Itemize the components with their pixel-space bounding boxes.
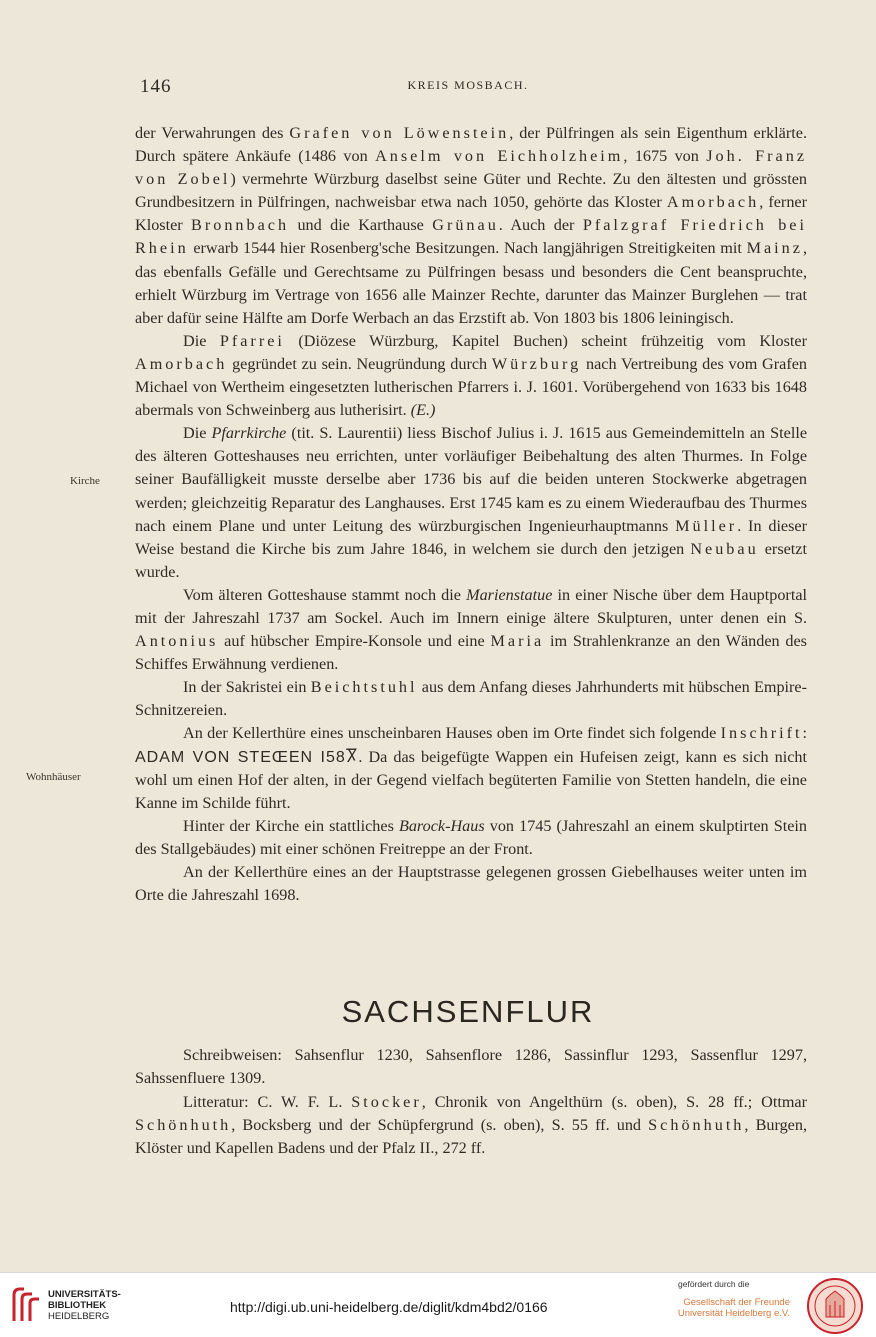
section-text — [135, 1044, 807, 1160]
paragraph-giebelhaus: An der Kellerthüre eines an der Hauptstrasse gelegenen grossen Giebelhauses weiter unten im Orte die Jahreszahl 1698. — [135, 863, 807, 905]
paragraph-barock-haus: Hinter der Kirche ein stattliches Barock-Haus von 1745 (Jahreszahl an einem skulptirten Stein des Stallgebäudes) mit einer schönen Freitreppe an der Front. — [135, 816, 807, 858]
paragraph-marienstatue: Vom älteren Gotteshause stammt noch die Marienstatue in einer Nische über dem Hauptportal mit der Jahreszahl 1737 am Sockel. Auch im Innern einige ältere Skulpturen, unter denen ein S. Antonius auf hübscher Empire-Konsole und eine Maria im Strahlenkranze an den Wänden des Schiffes Erwähnung verdienen. — [135, 585, 808, 674]
footer-bar — [0, 1272, 876, 1337]
paragraph-pfarrei: Die Pfarrei (Diözese Würzburg, Kapitel Buchen) scheint frühzeitig vom Kloster Amorbach gegründet zu sein. Neugründung durch Würzburg nach Vertreibung des vom Grafen Michael von Wertheim eingesetzten lutherischen Pfarrers i. J. 1601. Vorübergehend von 1633 bis 1648 abermals von Schweinberg aus lutherisirt. (E.) — [135, 331, 807, 420]
paragraph-litteratur: Litteratur: C. W. F. L. Stocker, Chronik von Angelthürn (s. oben), S. 28 ff.; Ottmar Schönhuth, Bocksberg und der Schüpfergrund (s. oben), S. 55 ff. und Schönhuth, Burgen, Klöster und Kapellen Badens und der Pfalz II., 272 ff. — [135, 1092, 807, 1158]
funded-by-label: gefördert durch die — [678, 1279, 750, 1289]
page-number: 146 — [140, 76, 172, 97]
university-library-logo-icon[interactable] — [8, 1285, 42, 1325]
permalink-url[interactable]: http://digi.ub.uni-heidelberg.de/diglit/kdm4bd2/0166 — [230, 1299, 548, 1315]
running-head: KREIS MOSBACH. — [407, 78, 529, 92]
paragraph-schreibweisen: Schreibweisen: Sahsenflur 1230, Sahsenflore 1286, Sassinflur 1293, Sassenflur 1297, Sahssenfluere 1309. — [135, 1046, 807, 1088]
paragraph-history: der Verwahrungen des Grafen von Löwenstein, der Pülfringen als sein Eigenthum erklärte. Durch spätere Ankäufe (1486 von Anselm von Eichholzheim, 1675 von Joh. Franz von Zobel) vermehrte Würzburg daselbst seine Güter und Rechte. Zu den ältesten und grössten Grundbesitzern in Pülfringen, nachweisbar etwa nach 1050, gehörte das Kloster Amorbach, ferner Kloster Bronnbach und die Karthause Grünau. Auch der Pfalzgraf Friedrich bei Rhein erwarb 1544 hier Rosenberg'sche Besitzungen. Nach langjährigen Streitigkeiten mit Mainz, das ebenfalls Gefälle und Gerechtsame zu Pülfringen besass und besonders die Cent beanspruchte, erhielt Würzburg im Vertrage von 1656 alle Mainzer Rechte, darunter das Mainzer Burglehen — trat aber dafür seine Hälfte am Dorfe Werbach an das Erzstift ab. Von 1803 bis 1806 leiningisch. — [135, 124, 808, 327]
university-seal-icon — [806, 1277, 864, 1335]
body-text — [135, 122, 807, 907]
paragraph-inschrift: An der Kellerthüre eines unscheinbaren Hauses oben im Orte findet sich folgende Inschrift: ADAM VON STEŒEN I58Ⴟ. Da das beigefügte Wappen ein Hufeisen zeigt, kann es sich nicht wohl um einen Hof der alten, in der Gegend vielfach begüterten Familie von Stetten handeln, die eine Kanne im Schilde führt. — [135, 724, 807, 812]
margin-note-wohnhaeuser: Wohnhäuser — [26, 771, 81, 783]
friends-society-name[interactable]: Gesellschaft der Freunde Universität Heidelberg e.V. — [677, 1297, 790, 1319]
paragraph-pfarrkirche: Die Pfarrkirche (tit. S. Laurentii) liess Bischof Julius i. J. 1615 aus Gemeindemitteln an Stelle des älteren Gotteshauses neu errichten, unter vorläufiger Beibehaltung des alten Thurmes. In Folge seiner Baufälligkeit musste derselbe aber 1736 bis auf die beiden unteren Stockwerke abgetragen werden; gleichzeitig Reparatur des Langhauses. Erst 1745 kam es zu einem Wiederaufbau des Thurmes nach einem Plane und unter Leitung des würzburgischen Ingenieurhauptmanns Müller. In dieser Weise bestand die Kirche bis zum Jahre 1846, in welchem sie durch den jetzigen Neubau ersetzt wurde. — [135, 424, 808, 581]
university-library-name[interactable]: UNIVERSITÄTS- BIBLIOTHEK HEIDELBERG — [48, 1289, 121, 1322]
section-title: SACHSENFLUR — [341, 994, 595, 1029]
paragraph-sakristei: In der Sakristei ein Beichtstuhl aus dem Anfang dieses Jahrhunderts mit hübschen Empire-Schnitzereien. — [135, 678, 808, 720]
margin-note-kirche: Kirche — [70, 475, 100, 487]
inscription: ADAM VON STEŒEN I58Ⴟ — [135, 748, 359, 766]
